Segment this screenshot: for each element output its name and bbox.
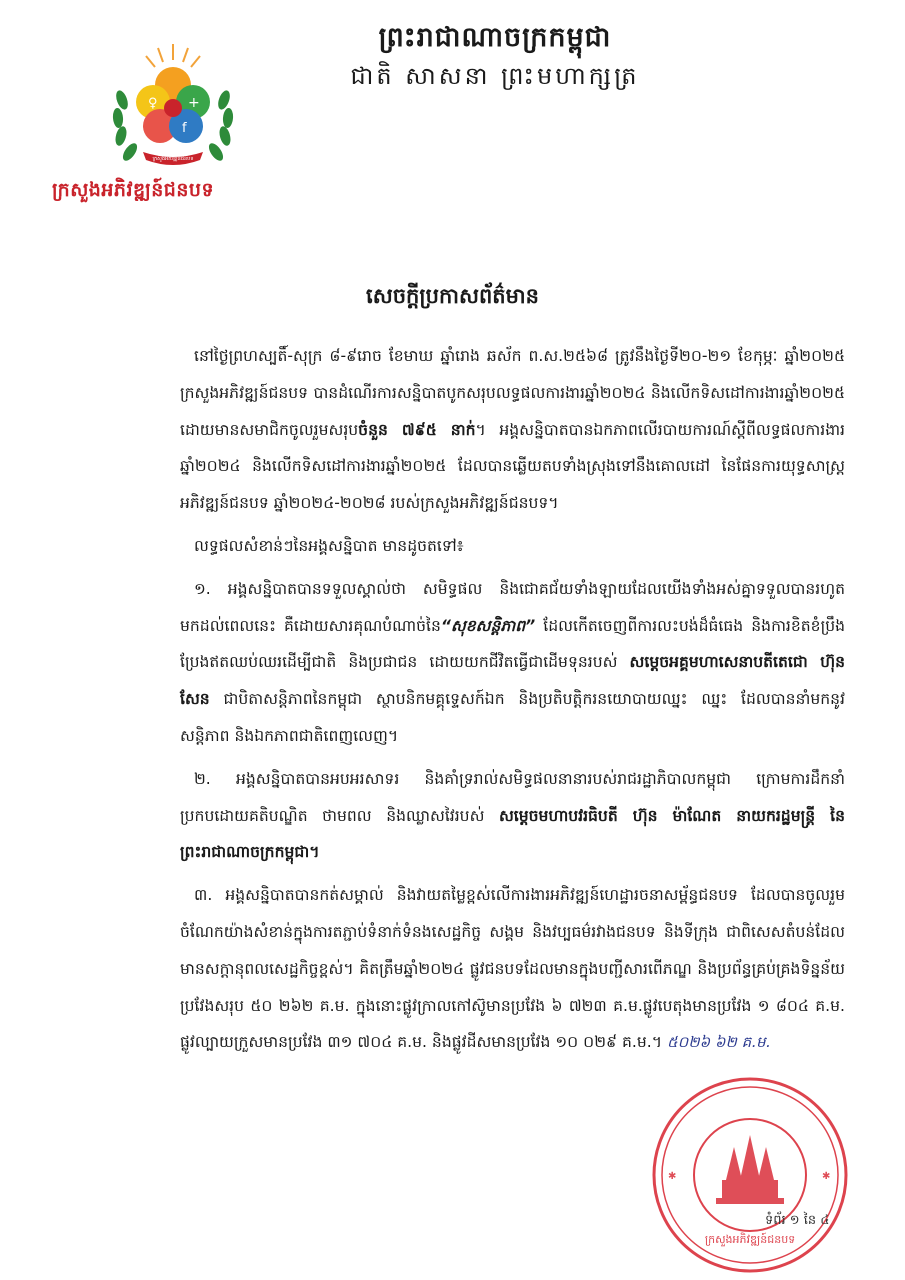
- intro-paragraph: [180, 338, 845, 522]
- item1-text-1: ១. អង្គសន្និបាតបានទទួលស្គាល់ថា សមិទ្ធផល និងជោគជ័យទាំងឡាយដែលយើងទាំងអស់គ្នាទទួលបានរហូតមកដល់ពេលនេះ គឺដោយសារគុណបំណាច់នៃ: [180, 579, 845, 635]
- ministry-name: ក្រសួងអភិវឌ្ឍន៍ជនបទ: [52, 179, 215, 201]
- intro-text-1: នៅថ្ងៃព្រហស្បតិ៍-សុក្រ ៨-៩រោច ខែមាឃ ឆ្នាំរោង ឆស័ក ព.ស.២៥៦៨ ត្រូវនឹងថ្ងៃទី២០-២១ ខែកុម្ភៈ ឆ្នាំ២០២៥ ក្រសួងអភិវឌ្ឍន៍ជនបទ បានដំណើរការសន្និបាតបូកសរុបលទ្ធផលការងារឆ្នាំ២០២៤ និងលើកទិសដៅការងារឆ្នាំ២០២៥ ដោយមានសមាជិកចូលរួមសរុប: [180, 347, 845, 439]
- ministry-emblem-icon: [108, 40, 238, 175]
- participant-count: ចំនួន ៧៩៥ នាក់: [358, 420, 476, 439]
- item2-text-1: ២. អង្គសន្និបាតបានអបអរសាទរ និងគាំទ្ររាល់សមិទ្ធផលនានារបស់រាជរដ្ឋាភិបាលកម្ពុជា ក្រោមការដឹកនាំប្រកបដោយគតិបណ្ឌិត ថាមពល និងឈ្លាសវៃរបស់: [180, 769, 845, 825]
- kingdom-header: [300, 18, 690, 94]
- page-number: ទំព័រ ១ នៃ ៤: [765, 1213, 830, 1228]
- svg-text:✱: ✱: [822, 1171, 831, 1182]
- document-title: សេចក្តីប្រកាសព័ត៌មាន: [366, 284, 539, 308]
- ministry-logo: [108, 40, 238, 175]
- official-seal: [650, 1075, 850, 1275]
- item2-name: សម្តេចមហាបវរធិបតី ហ៊ុន ម៉ាណែត នាយករដ្ឋមន្ត្រី នៃព្រះរាជាណាចក្រកម្ពុជា។: [180, 806, 845, 862]
- item1-text-3: ជាបិតាសន្តិភាពនៃកម្ពុជា ស្ថាបនិកមគ្គុទ្ទេសក៍ឯក និងប្រតិបត្តិករនយោបាយឈ្នះ ឈ្នះ ដែលបាននាំមកនូវសន្តិភាព និងឯកភាពជាតិពេញលេញ។: [180, 690, 845, 745]
- svg-text:ក្រសួងអភិវឌ្ឍន៍ជនបទ: ក្រសួងអភិវឌ្ឍន៍ជនបទ: [152, 156, 194, 162]
- svg-text:♀: ♀: [148, 96, 158, 111]
- kingdom-motto: ជាតិ សាសនា ព្រះមហាក្សត្រ: [350, 62, 640, 90]
- svg-text:f: f: [182, 121, 187, 136]
- item3-text: ៣. អង្គសន្និបាតបានកត់សម្គាល់ និងវាយតម្លៃខ្ពស់លើការងារអភិវឌ្ឍន៍ហេដ្ឋារចនាសម្ព័ន្ធជនបទ ដែលបានចូលរួមចំណែកយ៉ាងសំខាន់ក្នុងការតភ្ជាប់ទំនាក់ទំនងសេដ្ឋកិច្ច សង្គម និងវប្បធម៌រវាងជនបទ និងទីក្រុង ជាពិសេសតំបន់ដែលមានសក្តានុពលសេដ្ឋកិច្ចខ្ពស់។ គិតត្រឹមឆ្នាំ២០២៤ ផ្លូវជនបទដែលមានក្នុងបញ្ជីសារពើភណ្ឌ និងប្រព័ន្ធគ្រប់គ្រងទិន្នន័យប្រវែងសរុប ៥០ ២៦២ គ.ម. ក្នុងនោះផ្លូវក្រាលកៅស៊ូមានប្រវែង ៦ ៧២៣ គ.ម.ផ្លូវបេតុងមានប្រវែង ១ ៨០៤ គ.ម. ផ្លូវល្បាយក្រួសមានប្រវែង ៣១ ៧០៤ គ.ម. និងផ្លូវដីសមានប្រវែង ១០ ០២៩ គ.ម.។: [180, 886, 845, 1052]
- handwritten-note: ៥០២៦ ៦២ គ.ម.: [666, 1033, 771, 1052]
- result-item-2: [180, 761, 845, 871]
- result-item-3: [180, 877, 845, 1061]
- results-heading: លទ្ធផលសំខាន់ៗនៃអង្គសន្និបាត មានដូចតទៅ៖: [194, 536, 464, 555]
- seal-stamp-icon: [650, 1075, 850, 1275]
- intro-text-2: ។ អង្គសន្និបាតបានឯកភាពលើរបាយការណ៍ស្តីពីលទ្ធផលការងារឆ្នាំ២០២៤ និងលើកទិសដៅការងារឆ្នាំ២០២៥ ដែលបានឆ្លើយតបទាំងស្រុងទៅនឹងគោលដៅ នៃផែនការយុទ្ធសាស្ត្រអភិវឌ្ឍន៍ជនបទ ឆ្នាំ២០២៤-២០២៨ របស់ក្រសួងអភិវឌ្ឍន៍ជនបទ។: [180, 420, 845, 513]
- svg-text:✱: ✱: [668, 1171, 677, 1182]
- item1-quote: “សុខសន្តិភាព”: [440, 616, 536, 635]
- document-body: [180, 338, 845, 1067]
- svg-text:+: +: [188, 95, 200, 111]
- kingdom-title: ព្រះរាជាណាចក្រកម្ពុជា: [378, 22, 612, 53]
- svg-text:ក្រសួងអភិវឌ្ឍន៍ជនបទ: ក្រសួងអភិវឌ្ឍន៍ជនបទ: [704, 1233, 796, 1246]
- result-item-1: [180, 571, 845, 755]
- item1-name: សម្តេចអគ្គមហាសេនាបតីតេជោ ហ៊ុន សែន: [180, 653, 845, 709]
- item1-text-2: ដែលកើតចេញពីការលះបង់ដ៏ធំធេង និងការខិតខំប្រឹងប្រែងឥតឈប់ឈរដើម្បីជាតិ និងប្រជាជន ដោយយកជីវិតធ្វើជាដើមទុនរបស់: [180, 616, 846, 672]
